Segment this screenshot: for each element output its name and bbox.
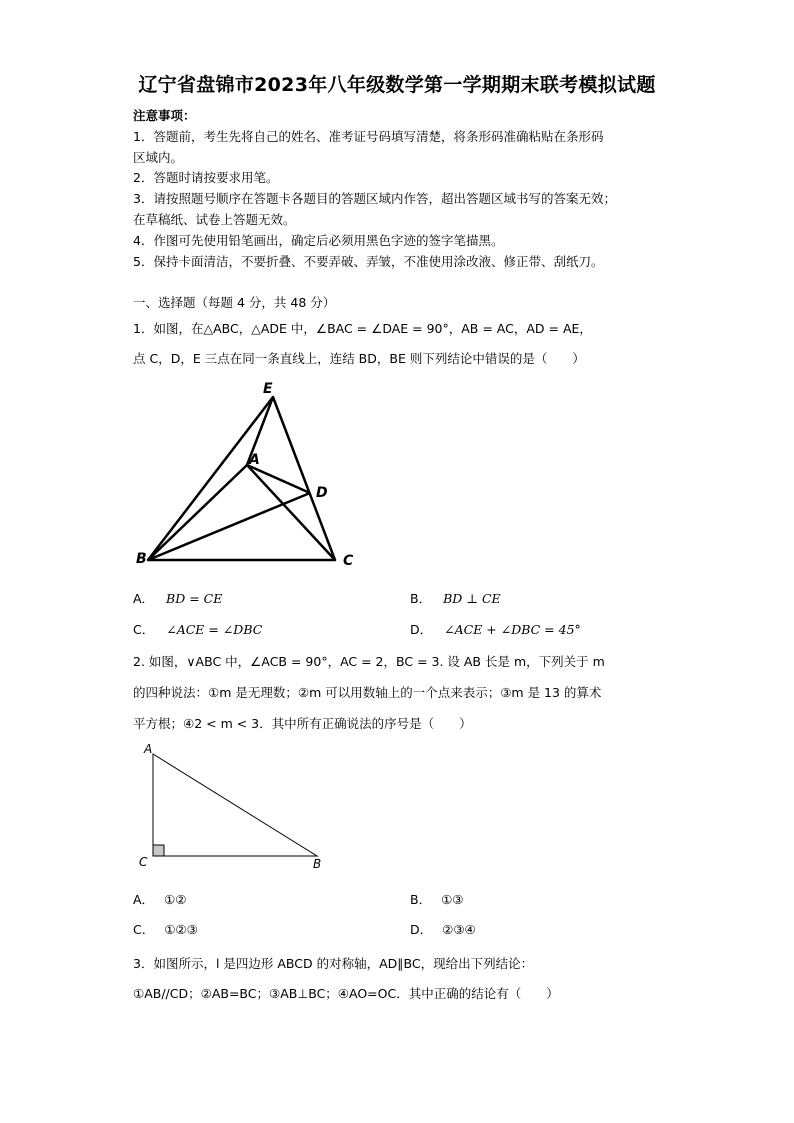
notice-line: 1．答题前，考生先将自己的姓名、准考证号码填写清楚，将条形码准确粘贴在条形码 [133, 129, 604, 144]
q2-stem-line2: 的四种说法：①m 是无理数；②m 可以用数轴上的一个点来表示；③m 是 13 的算术 [133, 685, 602, 700]
q2-figure [135, 742, 335, 872]
option-label: B． [410, 591, 432, 606]
triangle-acb [153, 754, 317, 856]
right-angle-mark [153, 845, 164, 856]
label-a: A [144, 742, 153, 756]
label-b: B [313, 857, 322, 871]
q1-figure [130, 375, 370, 575]
option-label: A． [133, 591, 155, 606]
option-label: C． [133, 922, 155, 937]
option-text: ①③ [441, 892, 464, 907]
label-e: E [263, 381, 273, 397]
option-text: ①② [164, 892, 187, 907]
option-label: C． [133, 622, 155, 637]
label-c: C [343, 553, 354, 569]
q1-stem-line2: 点 C，D，E 三点在同一条直线上，连结 BD，BE 则下列结论中错误的是（ ） [133, 351, 585, 366]
q2-stem-line1: 2. 如图，∨ABC 中，∠ACB = 90°，AC = 2，BC = 3. 设 AB 长是 m，下列关于 m [133, 654, 605, 669]
q2-option-d [410, 920, 476, 938]
q1-option-b [410, 589, 501, 607]
label-d: D [316, 485, 328, 501]
q2-option-c [133, 920, 198, 938]
option-text: ∠ACE + ∠DBC = 45° [444, 622, 581, 637]
option-label: D． [410, 622, 433, 637]
option-text: ①②③ [164, 922, 198, 937]
label-a: A [249, 452, 260, 468]
segment-ab [148, 465, 247, 560]
option-text: ②③④ [442, 922, 476, 937]
page-title: 辽宁省盘锦市2023年八年级数学第一学期期末联考模拟试题 [138, 74, 656, 96]
q1-option-a [133, 589, 222, 607]
option-text: BD = CE [166, 591, 223, 606]
notice-heading: 注意事项： [133, 108, 196, 123]
option-text: BD ⊥ CE [443, 591, 501, 606]
option-text: ∠ACE = ∠DBC [166, 622, 263, 637]
q3-stem-line1: 3．如图所示，l 是四边形 ABCD 的对称轴，AD∥BC，现给出下列结论： [133, 956, 534, 971]
q2-option-b [410, 890, 463, 908]
notice-line: 在草稿纸、试卷上答题无效。 [133, 212, 296, 227]
option-label: A． [133, 892, 155, 907]
q1-option-c [133, 620, 262, 638]
notice-line: 4．作图可先使用铅笔画出，确定后必须用黑色字迹的签字笔描黑。 [133, 233, 504, 248]
q1-stem-line1: 1．如图，在△ABC，△ADE 中，∠BAC = ∠DAE = 90°，AB = AC，AD = AE， [133, 321, 592, 336]
label-c: C [139, 855, 148, 869]
notice-line: 3．请按照题号顺序在答题卡各题目的答题区域内作答，超出答题区域书写的答案无效； [133, 191, 616, 206]
q3-stem-line2: ①AB//CD；②AB=BC；③AB⊥BC；④AO=OC．其中正确的结论有（ ） [133, 986, 559, 1001]
triangle-ebc [148, 397, 335, 560]
notice-line: 区域内。 [133, 150, 184, 165]
notice-line: 2．答题时请按要求用笔。 [133, 170, 279, 185]
option-label: B． [410, 892, 432, 907]
notice-line: 5．保持卡面清洁，不要折叠、不要弄破、弄皱，不准使用涂改液、修正带、刮纸刀。 [133, 254, 604, 269]
label-b: B [136, 551, 147, 567]
section-heading: 一、选择题（每题 4 分，共 48 分） [133, 295, 336, 310]
q1-option-d [410, 620, 581, 638]
q2-option-a [133, 890, 186, 908]
option-label: D． [410, 922, 433, 937]
q2-stem-line3: 平方根；④2 < m < 3．其中所有正确说法的序号是（ ） [133, 716, 472, 731]
